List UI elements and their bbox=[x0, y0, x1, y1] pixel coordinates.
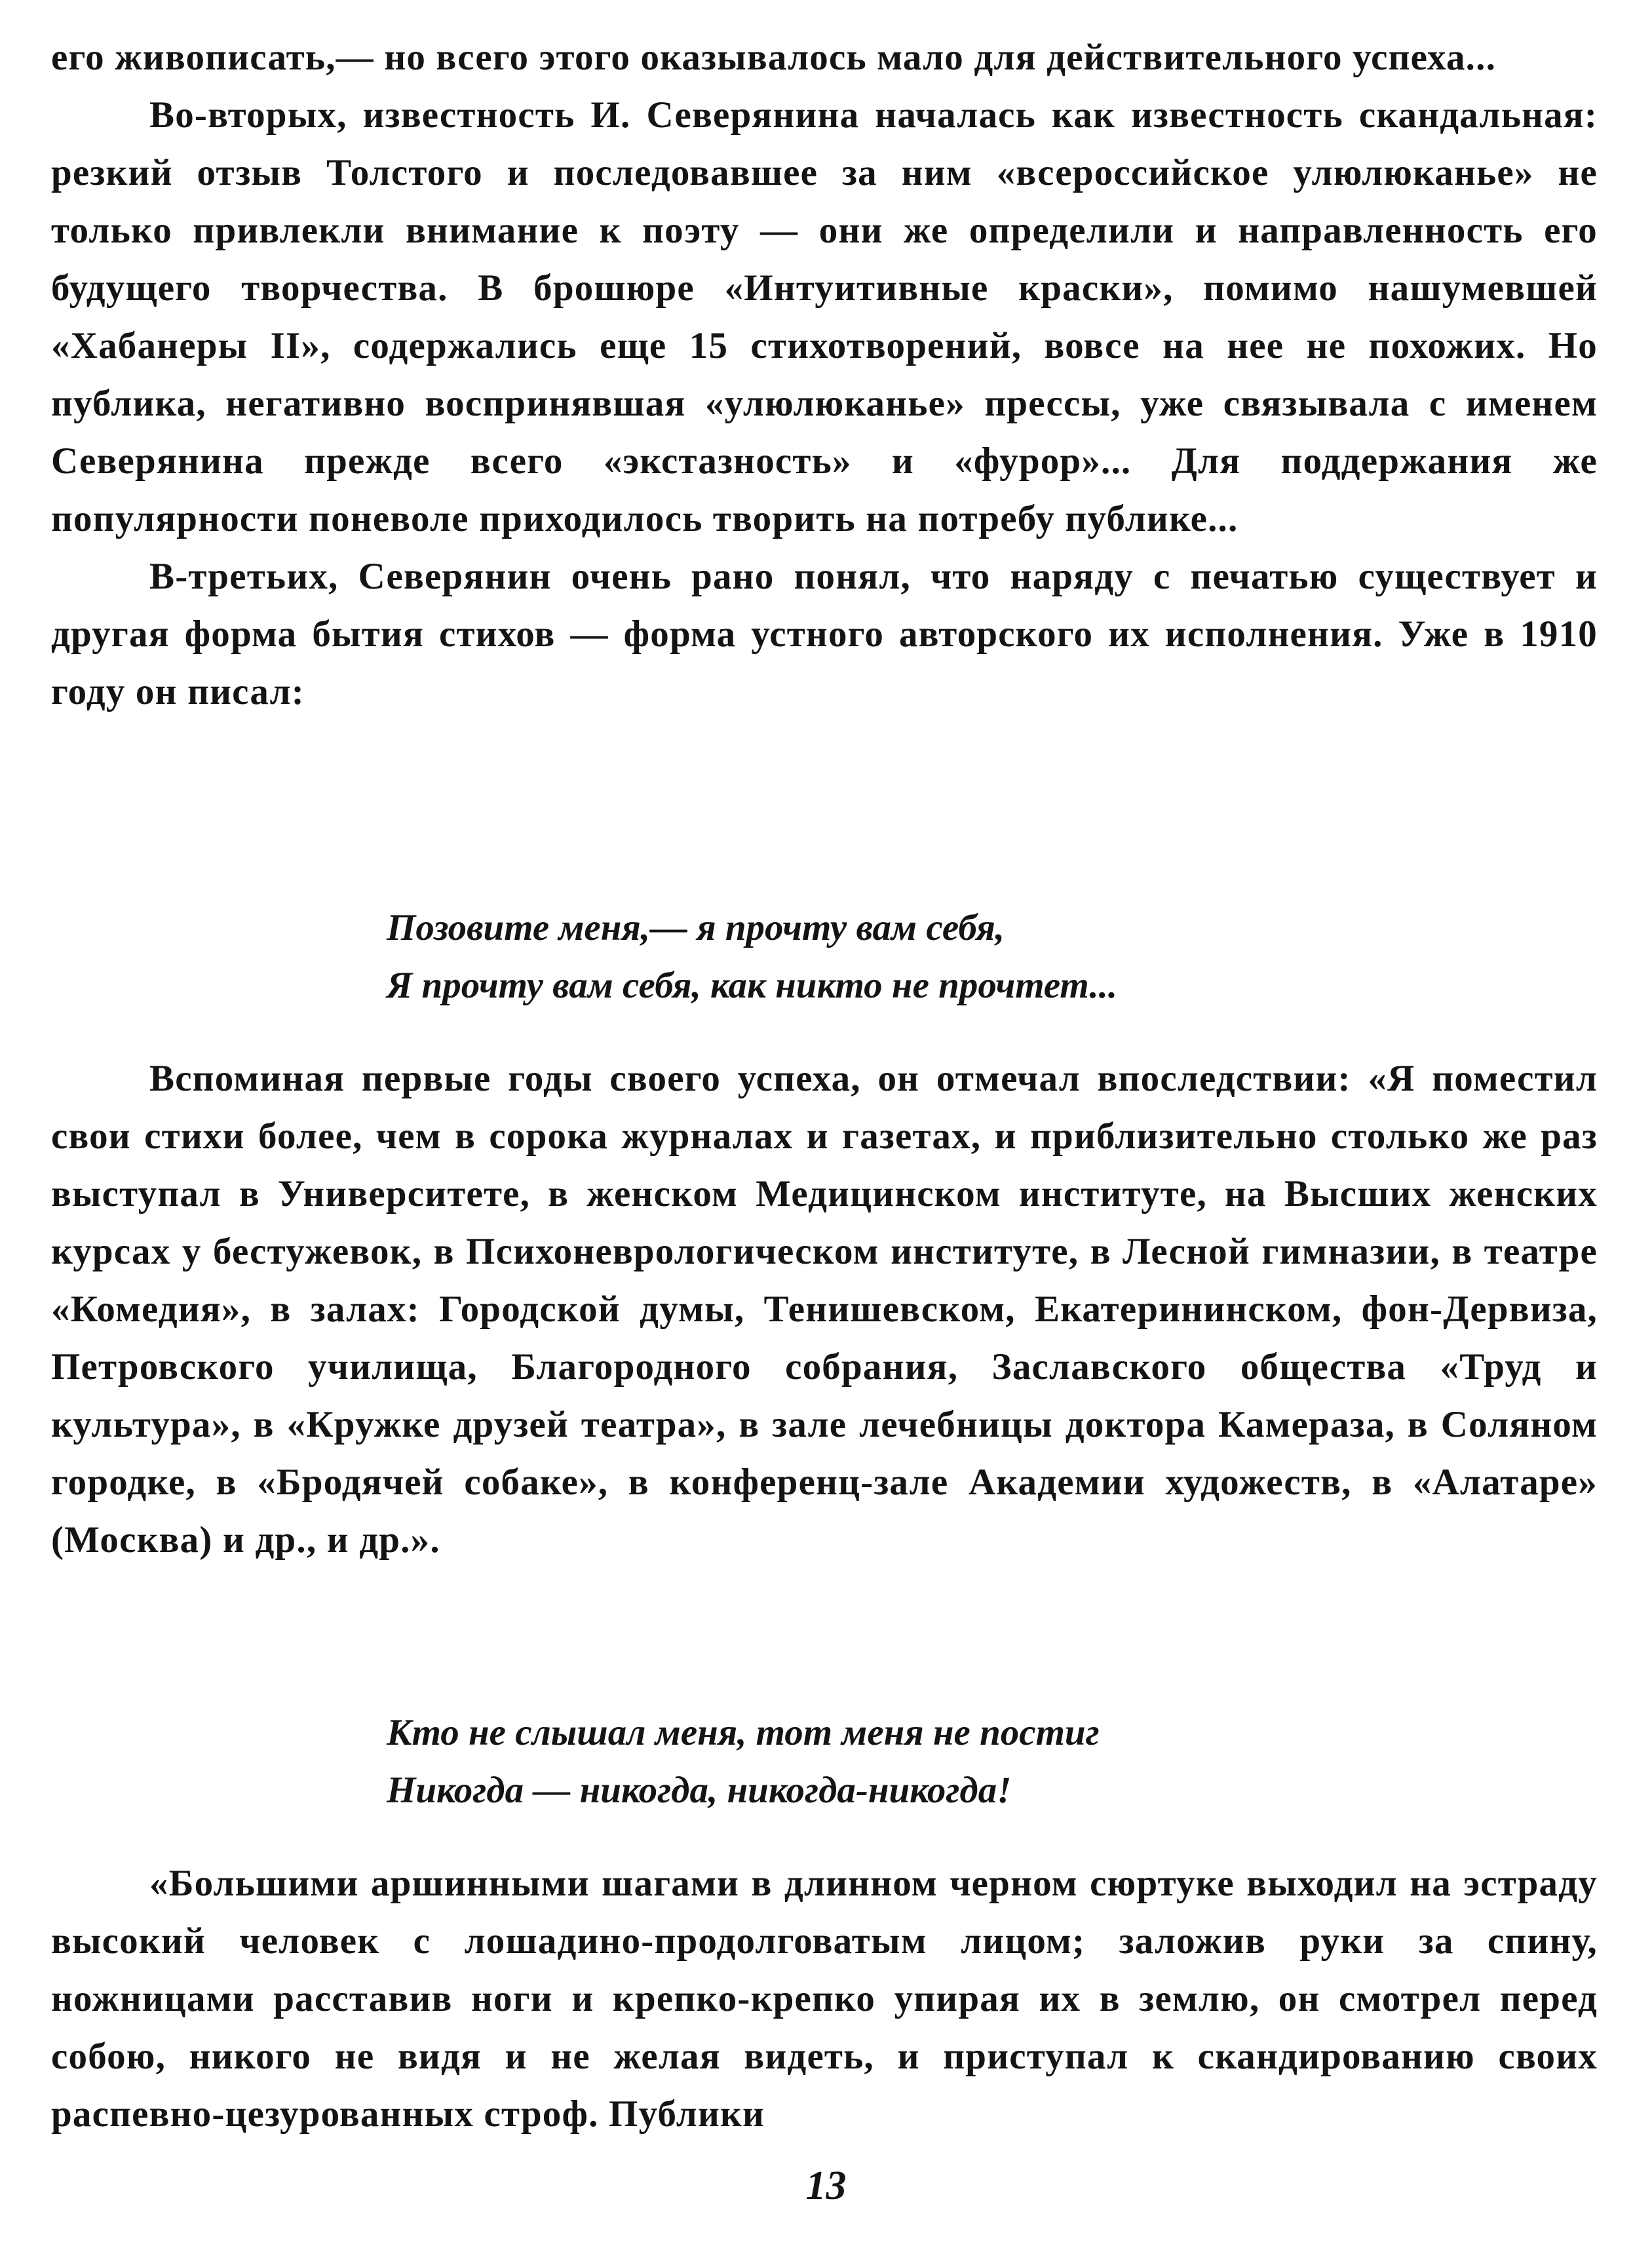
verse-line: Кто не слышал меня, тот меня не постиг bbox=[387, 1712, 1100, 1753]
verse-quote-2 bbox=[387, 1704, 1566, 1819]
page-number: 13 bbox=[805, 2164, 847, 2208]
prose-block-1 bbox=[51, 29, 1598, 721]
verse-line: Никогда — никогда, никогда-никогда! bbox=[387, 1770, 1012, 1811]
paragraph-secondly: Во-вторых, известность И. Северянина началась как известность скандальная: резкий отзыв Толстого и последовавшее за ним «всероссийское улюлюканье» не только привлекли внимание к поэту — они же определили и направленность его будущего творчества. В брошюре «Интуитивные краски», помимо нашумевшей «Хабанеры II», содержались еще 15 стихотворений, вовсе на нее не похожих. Но публика, негативно воспринявшая «улюлюканье» прессы, уже связывала с именем Северянина прежде всего «экстазность» и «фурор»... Для поддержания же популярности поневоле приходилось творить на потребу публике... bbox=[51, 94, 1598, 539]
verse-line: Я прочту вам себя, как никто не прочтет... bbox=[387, 965, 1118, 1006]
prose-block-3 bbox=[51, 1855, 1598, 2143]
paragraph-memoir-quote: «Большими аршинными шагами в длинном черном сюртуке выходил на эстраду высокий человек с лошадино-продолговатым лицом; заложив руки за спину, ножницами расставив ноги и крепко-крепко упирая их в землю, он смотрел перед собою, никого не видя и не желая видеть, и приступал к скандированию своих распевно-цезурованных строф. Публики bbox=[51, 1863, 1598, 2135]
prose-block-2 bbox=[51, 1050, 1598, 1569]
paragraph-continued: его живописать,— но всего этого оказывалось мало для действительного успеха... bbox=[51, 37, 1497, 78]
paragraph-thirdly: В-третьих, Северянин очень рано понял, что наряду с печатью существует и другая форма бытия стихов — форма устного авторского их исполнения. Уже в 1910 году он писал: bbox=[51, 556, 1598, 712]
verse-quote-1 bbox=[387, 899, 1566, 1015]
paragraph-recollection: Вспоминая первые годы своего успеха, он отмечал впоследствии: «Я поместил свои стихи более, чем в сорока журналах и газетах, и приблизительно столько же раз выступал в Университете, в женском Медицинском институте, на Высших женских курсах у бестужевок, в Психоневрологическом институте, в Лесной гимназии, в театре «Комедия», в залах: Городской думы, Тенишевском, Екатерининском, фон-Дервиза, Петровского училища, Благородного собрания, Заславского общества «Труд и культура», в «Кружке друзей театра», в зале лечебницы доктора Камераза, в Соляном городке, в «Бродячей собаке», в конференц-зале Академии художеств, в «Алатаре» (Москва) и др., и др.». bbox=[51, 1058, 1598, 1561]
verse-line: Позовите меня,— я прочту вам себя, bbox=[387, 907, 1005, 948]
